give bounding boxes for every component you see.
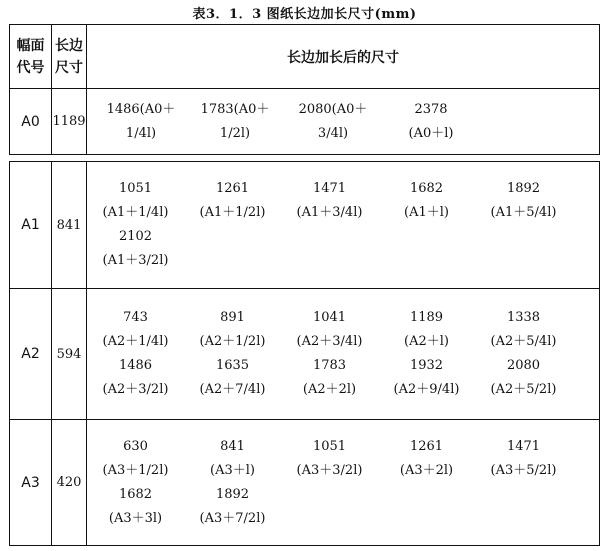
size-value: 630 xyxy=(123,438,148,454)
size-entry xyxy=(184,354,281,402)
size-entry xyxy=(184,483,281,531)
size-expression: (A3＋l) xyxy=(210,462,255,478)
size-entry xyxy=(283,98,383,146)
size-entry xyxy=(281,354,378,402)
row-length: 841 xyxy=(52,162,87,289)
header-format-code xyxy=(10,25,52,89)
size-value: 1892 xyxy=(506,181,541,196)
size-entry xyxy=(378,435,475,483)
size-entry xyxy=(187,98,283,146)
size-expression: (A2＋5/4l) xyxy=(490,334,557,349)
size-value: 1486 xyxy=(118,358,153,373)
row-length: 594 xyxy=(52,289,87,420)
size-expression: (A2＋7/4l) xyxy=(199,382,266,397)
size-value: 1892 xyxy=(215,486,250,502)
size-expression: (A3＋1/2l) xyxy=(102,462,169,478)
size-entry xyxy=(378,354,475,402)
size-value: 1783(A0＋ xyxy=(200,101,270,117)
size-value: 841 xyxy=(220,438,245,454)
size-expression: 3/4l) xyxy=(317,125,349,141)
row-code: A3 xyxy=(10,420,52,546)
header-format-code-line2: 代号 xyxy=(16,59,45,76)
size-entry xyxy=(383,98,479,146)
size-entry xyxy=(281,177,378,225)
row-values xyxy=(87,289,600,420)
size-expression: (A2＋l) xyxy=(404,334,449,349)
header-extended-sizes: 长边加长后的尺寸 xyxy=(87,25,600,89)
size-expression: (A2＋3/4l) xyxy=(296,334,363,349)
size-entry xyxy=(87,225,184,273)
size-expression: 1/2l) xyxy=(219,125,251,141)
size-expression: (A3＋5/2l) xyxy=(490,462,557,478)
row-values xyxy=(87,162,600,289)
size-expression: (A3＋3l) xyxy=(108,510,163,526)
row-code: A1 xyxy=(10,162,52,289)
size-expression: (A2＋1/2l) xyxy=(199,334,266,349)
size-value: 1682 xyxy=(409,181,444,196)
size-expression: (A3＋2l) xyxy=(399,462,454,478)
size-entry xyxy=(184,177,281,225)
row-length: 420 xyxy=(52,420,87,546)
size-entry xyxy=(87,435,184,483)
table-row xyxy=(10,420,600,546)
size-expression: (A1＋5/4l) xyxy=(490,205,557,220)
row-code: A2 xyxy=(10,289,52,420)
size-value: 1189 xyxy=(409,310,444,325)
size-value: 1041 xyxy=(312,310,347,325)
size-expression: (A2＋2l) xyxy=(302,382,357,397)
size-expression: (A2＋3/2l) xyxy=(102,382,169,397)
size-expression: (A2＋9/4l) xyxy=(393,382,460,397)
header-long-side-line2: 尺寸 xyxy=(55,59,83,76)
size-entry xyxy=(475,177,572,225)
row-values xyxy=(87,89,600,155)
table-header-row xyxy=(10,25,600,89)
size-value: 1338 xyxy=(506,310,541,325)
size-value: 1783 xyxy=(312,358,347,373)
values-grid xyxy=(87,98,599,146)
size-entry xyxy=(378,306,475,354)
row-code: A0 xyxy=(10,89,52,155)
size-value: 1682 xyxy=(118,486,153,502)
table-row xyxy=(10,162,600,289)
size-entry xyxy=(184,306,281,354)
size-value: 1471 xyxy=(312,181,347,196)
size-entry xyxy=(87,354,184,402)
size-expression: (A2＋5/2l) xyxy=(490,382,557,397)
size-entry xyxy=(475,354,572,402)
size-value: 743 xyxy=(123,310,148,325)
size-value: 1051 xyxy=(118,181,153,196)
size-expression: (A1＋1/2l) xyxy=(199,205,266,220)
size-entry xyxy=(87,483,184,531)
header-long-side-line1: 长边 xyxy=(55,37,83,54)
size-entry xyxy=(475,435,572,483)
size-expression: (A3＋3/2l) xyxy=(296,462,363,478)
table-caption: 表3．1．3 图纸长边加长尺寸(mm) xyxy=(192,7,417,22)
size-value: 1635 xyxy=(215,358,250,373)
table-row xyxy=(10,289,600,420)
size-expression: (A3＋7/2l) xyxy=(199,510,266,526)
size-expression: (A1＋3/2l) xyxy=(102,253,169,268)
header-format-code-line1: 幅面 xyxy=(16,37,45,54)
table-row xyxy=(10,89,600,155)
size-entry xyxy=(184,435,281,483)
size-expression: (A2＋1/4l) xyxy=(102,334,169,349)
size-value: 2378 xyxy=(414,101,448,117)
size-expression: (A1＋3/4l) xyxy=(296,205,363,220)
size-value: 1051 xyxy=(312,438,347,454)
values-grid xyxy=(87,306,599,402)
size-expression: 1/4l) xyxy=(125,125,157,141)
size-entry xyxy=(475,306,572,354)
size-expression: (A0＋l) xyxy=(408,125,454,141)
size-entry xyxy=(87,177,184,225)
size-expression: (A1＋l) xyxy=(404,205,449,220)
size-value: 2102 xyxy=(118,229,153,244)
size-value: 1471 xyxy=(506,438,541,454)
size-expression: (A1＋1/4l) xyxy=(102,205,169,220)
size-value: 1261 xyxy=(215,181,250,196)
row-values xyxy=(87,420,600,546)
size-entry xyxy=(281,306,378,354)
table-lower xyxy=(9,161,600,546)
size-value: 891 xyxy=(220,310,245,325)
size-entry xyxy=(378,177,475,225)
size-value: 1486(A0＋ xyxy=(106,101,176,117)
values-grid xyxy=(87,435,599,531)
header-long-side xyxy=(52,25,87,89)
size-value: 1932 xyxy=(409,358,444,373)
size-entry xyxy=(95,98,187,146)
size-entry xyxy=(87,306,184,354)
size-entry xyxy=(281,435,378,483)
values-grid xyxy=(87,177,599,273)
table-upper xyxy=(9,24,600,155)
size-value: 2080 xyxy=(506,358,541,373)
size-value: 2080(A0＋ xyxy=(298,101,368,117)
row-length: 1189 xyxy=(52,89,87,155)
size-value: 1261 xyxy=(409,438,444,454)
